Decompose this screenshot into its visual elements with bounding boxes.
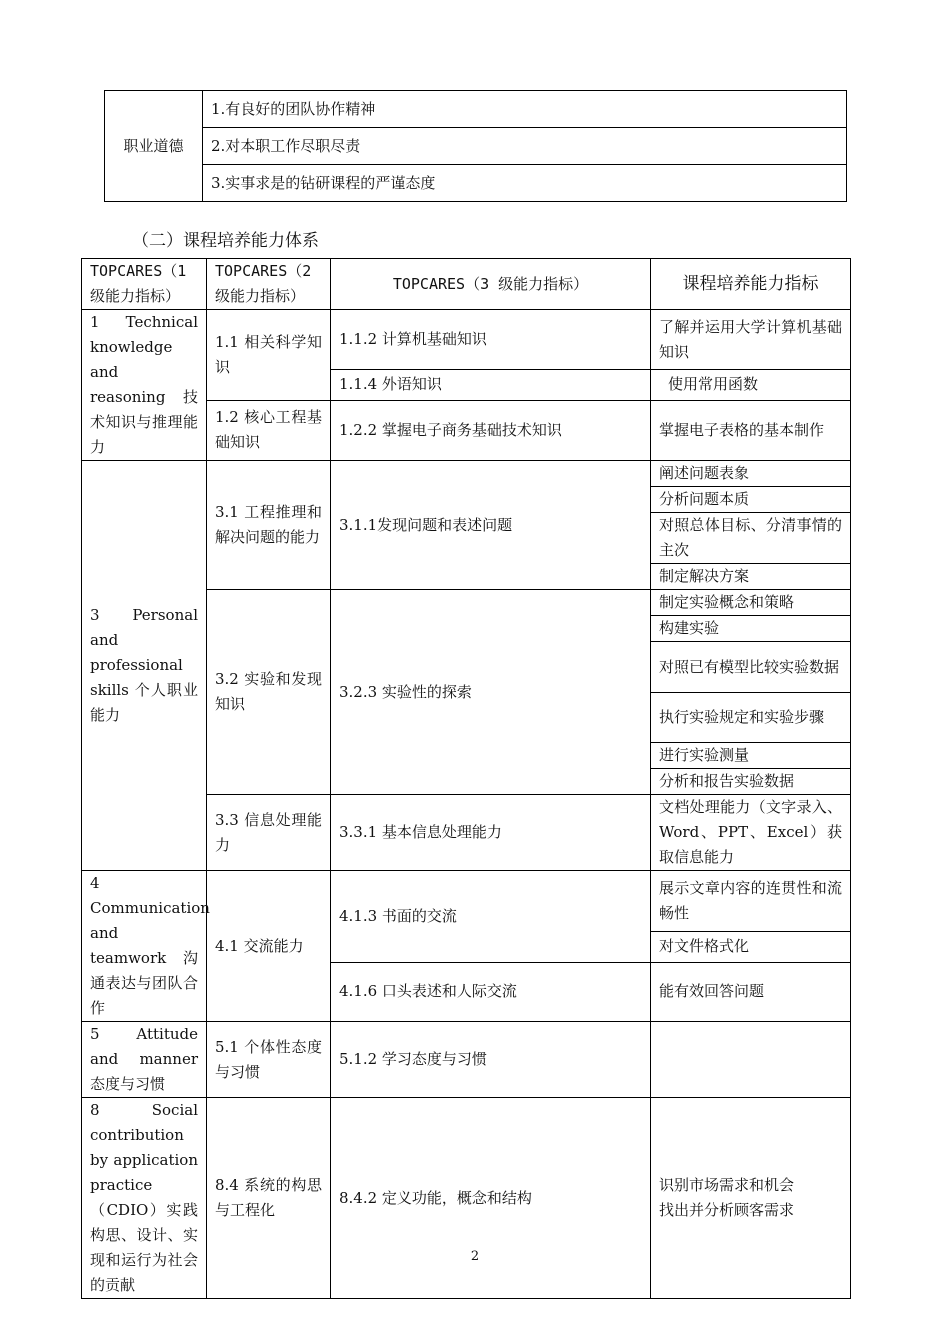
- course-cell: 能有效回答问题: [651, 962, 851, 1021]
- course-cell: 对照总体目标、分清事情的主次: [651, 513, 851, 564]
- level1-cell: 4 Communication and teamwork 沟通表达与团队合作: [82, 871, 207, 1022]
- ethics-category: 职业道德: [105, 91, 203, 202]
- level3-cell: 1.1.4 外语知识: [331, 370, 651, 401]
- ethics-item: 1.有良好的团队协作精神: [203, 91, 847, 128]
- level3-cell: 3.2.3 实验性的探索: [331, 590, 651, 795]
- level2-cell: 3.3 信息处理能力: [207, 795, 331, 871]
- header-level1: TOPCARES（1级能力指标）: [82, 259, 207, 310]
- level2-cell: 3.2 实验和发现知识: [207, 590, 331, 795]
- competency-table: [81, 258, 851, 1299]
- header-row: [82, 259, 851, 310]
- professional-ethics-table: [104, 90, 847, 202]
- course-cell: 阐述问题表象: [651, 461, 851, 487]
- course-cell: [651, 1022, 851, 1098]
- page-number: 2: [470, 1249, 480, 1264]
- header-course: 课程培养能力指标: [651, 259, 851, 310]
- course-cell: 了解并运用大学计算机基础知识: [651, 310, 851, 370]
- course-cell: 构建实验: [651, 616, 851, 642]
- level2-cell: 5.1 个体性态度与习惯: [207, 1022, 331, 1098]
- level2-cell: 1.2 核心工程基础知识: [207, 400, 331, 460]
- course-cell: [651, 1098, 851, 1299]
- level3-cell: 5.1.2 学习态度与习惯: [331, 1022, 651, 1098]
- course-cell: 对文件格式化: [651, 931, 851, 962]
- course-cell: 分析和报告实验数据: [651, 769, 851, 795]
- section-heading: （二）课程培养能力体系: [132, 231, 319, 251]
- course-cell: 进行实验测量: [651, 743, 851, 769]
- level3-cell: 1.2.2 掌握电子商务基础技术知识: [331, 400, 651, 460]
- level1-cell: 3 Personal and professional skills 个人职业能力: [82, 461, 207, 871]
- header-level3: TOPCARES（3 级能力指标）: [331, 259, 651, 310]
- level2-cell: 4.1 交流能力: [207, 871, 331, 1022]
- course-cell: 使用常用函数: [651, 370, 851, 401]
- level2-cell: 8.4 系统的构思与工程化: [207, 1098, 331, 1299]
- level3-cell: 3.3.1 基本信息处理能力: [331, 795, 651, 871]
- course-cell: 对照已有模型比较实验数据: [651, 642, 851, 693]
- level1-cell: 5 Attitude and manner 态度与习惯: [82, 1022, 207, 1098]
- level3-cell: 8.4.2 定义功能，概念和结构: [331, 1098, 651, 1299]
- level2-cell: 1.1 相关科学知识: [207, 310, 331, 401]
- header-level2: TOPCARES（2级能力指标）: [207, 259, 331, 310]
- level1-cell: 8 Social contribution by application practice（CDIO）实践构思、设计、实现和运行为社会的贡献: [82, 1098, 207, 1299]
- course-cell: 展示文章内容的连贯性和流畅性: [651, 871, 851, 932]
- level3-cell: 3.1.1发现问题和表述问题: [331, 461, 651, 590]
- ethics-item: 3.实事求是的钻研课程的严谨态度: [203, 165, 847, 202]
- level2-cell: 3.1 工程推理和解决问题的能力: [207, 461, 331, 590]
- ethics-item: 2.对本职工作尽职尽责: [203, 128, 847, 165]
- course-cell: 掌握电子表格的基本制作: [651, 400, 851, 460]
- course-line: 识别市场需求和机会: [659, 1176, 795, 1194]
- level3-cell: 4.1.6 口头表述和人际交流: [331, 962, 651, 1021]
- course-cell: 执行实验规定和实验步骤: [651, 693, 851, 743]
- level3-cell: 1.1.2 计算机基础知识: [331, 310, 651, 370]
- course-cell: 制定实验概念和策略: [651, 590, 851, 616]
- level1-cell: 1 Technical knowledge and reasoning 技术知识与推理能力: [82, 310, 207, 461]
- course-cell: 文档处理能力（文字录入、Word、PPT、Excel）获取信息能力: [651, 795, 851, 871]
- level3-cell: 4.1.3 书面的交流: [331, 871, 651, 963]
- course-line: 找出并分析顾客需求: [659, 1201, 795, 1219]
- course-cell: 制定解决方案: [651, 564, 851, 590]
- course-cell: 分析问题本质: [651, 487, 851, 513]
